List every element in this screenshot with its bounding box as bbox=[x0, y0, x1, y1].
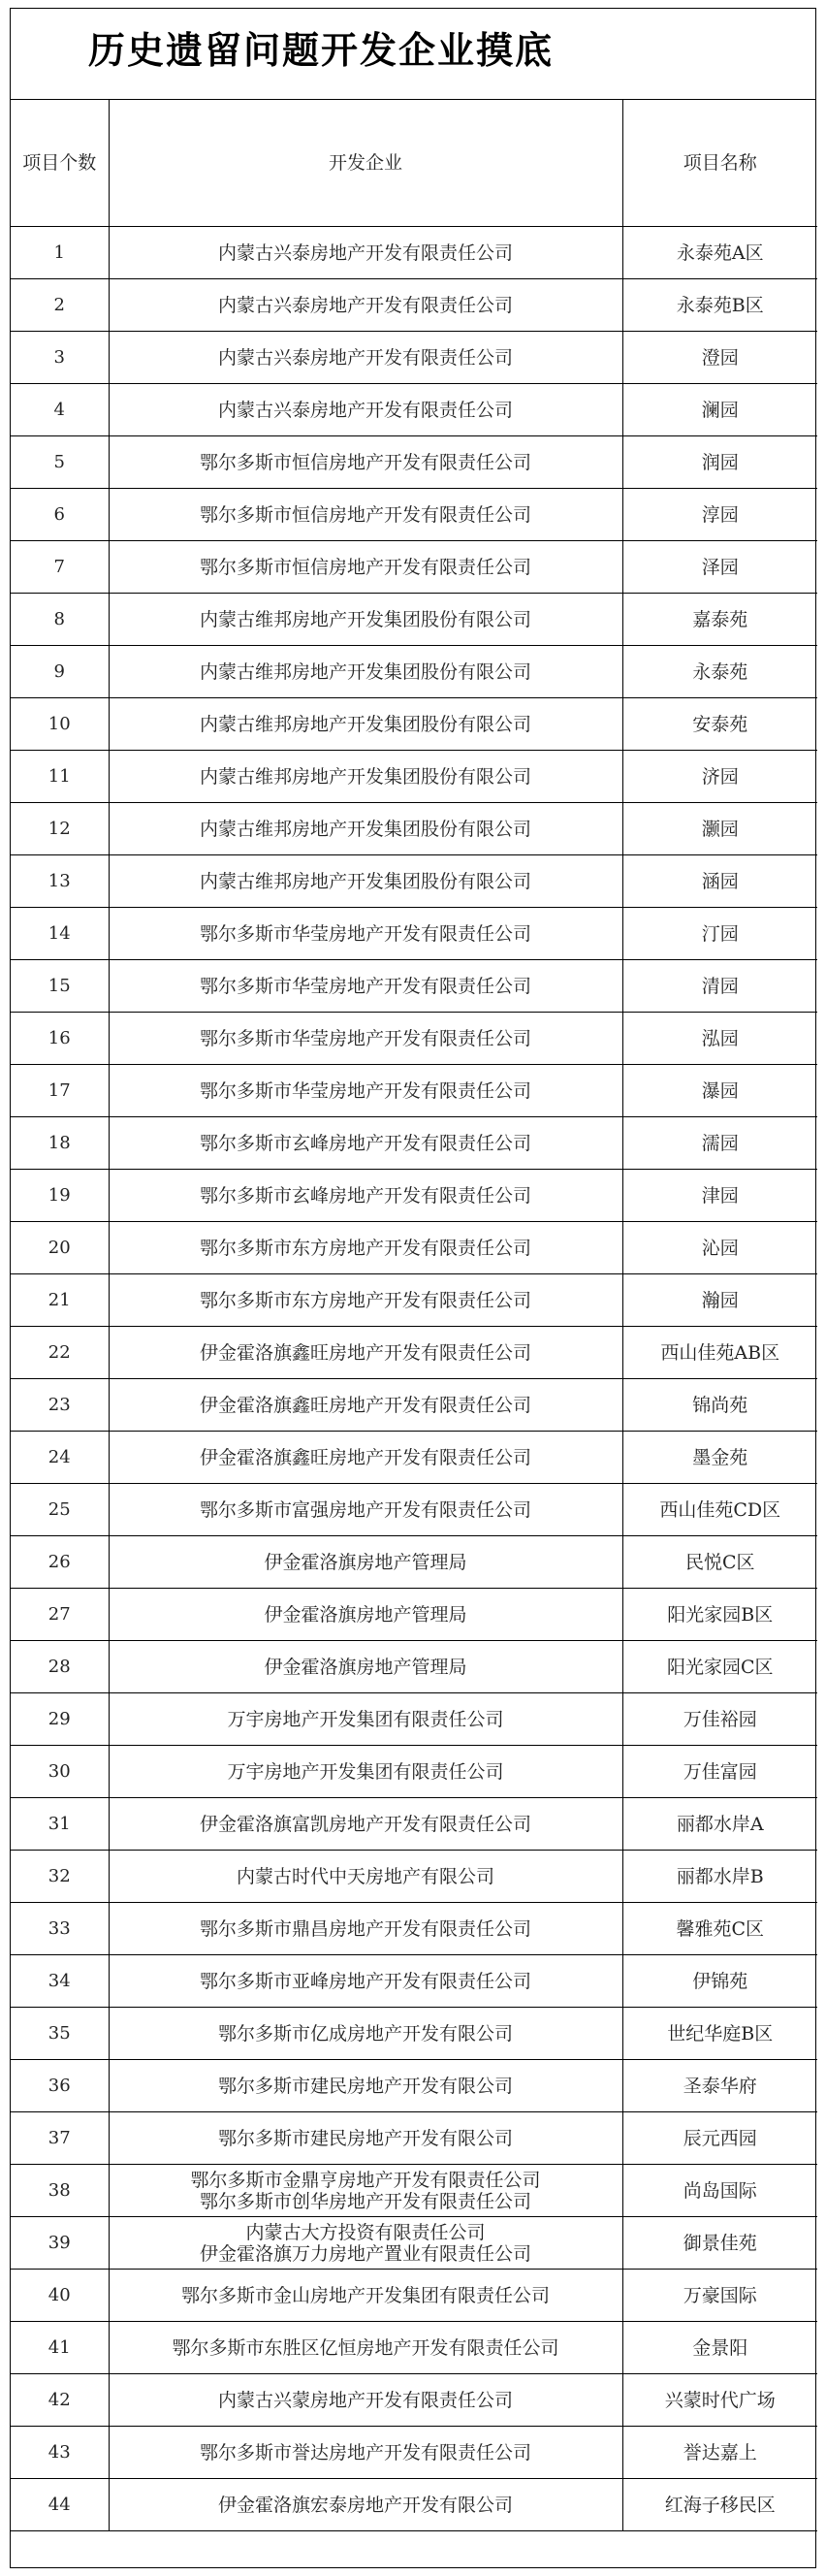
cell-company bbox=[109, 1693, 622, 1746]
company-name: 鄂尔多斯市东方房地产开发有限责任公司 bbox=[199, 1289, 531, 1311]
cell-project: 辰元西园 bbox=[622, 2112, 817, 2165]
cell-project: 西山佳苑CD区 bbox=[622, 1484, 817, 1536]
cell-company bbox=[109, 698, 622, 751]
table-row bbox=[11, 2165, 817, 2217]
company-name: 伊金霍洛旗鑫旺房地产开发有限责任公司 bbox=[199, 1394, 531, 1416]
company-name: 鄂尔多斯市金鼎亨房地产开发有限责任公司 bbox=[190, 2169, 541, 2191]
cell-index: 12 bbox=[11, 803, 109, 855]
table-row bbox=[11, 227, 817, 279]
company-name: 内蒙古维邦房地产开发集团股份有限公司 bbox=[199, 870, 531, 892]
cell-index: 42 bbox=[11, 2374, 109, 2427]
table-row bbox=[11, 1013, 817, 1065]
title-cell bbox=[11, 9, 815, 100]
table-row bbox=[11, 2008, 817, 2060]
table-row bbox=[11, 2479, 817, 2531]
table-row bbox=[11, 1693, 817, 1746]
company-name: 内蒙古兴蒙房地产开发有限责任公司 bbox=[217, 2389, 513, 2411]
cell-project: 墨金苑 bbox=[622, 1432, 817, 1484]
company-name: 内蒙古大方投资有限责任公司 bbox=[245, 2221, 486, 2243]
header-index: 项目个数 bbox=[11, 100, 109, 227]
company-name: 伊金霍洛旗富凯房地产开发有限责任公司 bbox=[199, 1813, 531, 1835]
company-name: 内蒙古兴泰房地产开发有限责任公司 bbox=[217, 346, 513, 369]
cell-company bbox=[109, 2008, 622, 2060]
cell-company bbox=[109, 332, 622, 384]
table-row bbox=[11, 541, 817, 594]
cell-company bbox=[109, 1065, 622, 1117]
cell-project: 清园 bbox=[622, 960, 817, 1013]
cell-index: 36 bbox=[11, 2060, 109, 2112]
cell-project: 瀑园 bbox=[622, 1065, 817, 1117]
company-name: 鄂尔多斯市恒信房地产开发有限责任公司 bbox=[199, 451, 531, 473]
cell-project: 永泰苑 bbox=[622, 646, 817, 698]
cell-index: 27 bbox=[11, 1589, 109, 1641]
cell-project: 永泰苑A区 bbox=[622, 227, 817, 279]
cell-company bbox=[109, 646, 622, 698]
cell-company bbox=[109, 227, 622, 279]
cell-project: 馨雅苑C区 bbox=[622, 1903, 817, 1955]
cell-company bbox=[109, 1589, 622, 1641]
cell-index: 29 bbox=[11, 1693, 109, 1746]
cell-project: 丽都水岸B bbox=[622, 1851, 817, 1903]
company-name: 鄂尔多斯市玄峰房地产开发有限责任公司 bbox=[199, 1184, 531, 1207]
table-row bbox=[11, 2322, 817, 2374]
company-name: 鄂尔多斯市恒信房地产开发有限责任公司 bbox=[199, 556, 531, 578]
cell-company bbox=[109, 1903, 622, 1955]
table-row bbox=[11, 1170, 817, 1222]
cell-index: 8 bbox=[11, 594, 109, 646]
cell-index: 3 bbox=[11, 332, 109, 384]
cell-index: 14 bbox=[11, 908, 109, 960]
cell-company bbox=[109, 908, 622, 960]
cell-index: 30 bbox=[11, 1746, 109, 1798]
cell-index: 31 bbox=[11, 1798, 109, 1851]
company-name: 鄂尔多斯市华莹房地产开发有限责任公司 bbox=[199, 1079, 531, 1102]
cell-project: 永泰苑B区 bbox=[622, 279, 817, 332]
cell-company bbox=[109, 1327, 622, 1379]
cell-project: 丽都水岸A bbox=[622, 1798, 817, 1851]
company-name: 鄂尔多斯市华莹房地产开发有限责任公司 bbox=[199, 975, 531, 997]
company-name: 鄂尔多斯市玄峰房地产开发有限责任公司 bbox=[199, 1132, 531, 1154]
cell-index: 22 bbox=[11, 1327, 109, 1379]
cell-index: 43 bbox=[11, 2427, 109, 2479]
table-row bbox=[11, 1222, 817, 1274]
company-name: 鄂尔多斯市东方房地产开发有限责任公司 bbox=[199, 1237, 531, 1259]
cell-project: 金景阳 bbox=[622, 2322, 817, 2374]
company-name: 鄂尔多斯市鼎昌房地产开发有限责任公司 bbox=[199, 1917, 531, 1940]
cell-company bbox=[109, 960, 622, 1013]
table-row bbox=[11, 594, 817, 646]
cell-index: 13 bbox=[11, 855, 109, 908]
cell-index: 34 bbox=[11, 1955, 109, 2008]
company-name: 伊金霍洛旗宏泰房地产开发有限公司 bbox=[217, 2494, 513, 2516]
cell-project: 淳园 bbox=[622, 489, 817, 541]
cell-company bbox=[109, 1274, 622, 1327]
cell-index: 1 bbox=[11, 227, 109, 279]
cell-index: 33 bbox=[11, 1903, 109, 1955]
company-name: 鄂尔多斯市华莹房地产开发有限责任公司 bbox=[199, 922, 531, 945]
table-row bbox=[11, 1327, 817, 1379]
cell-index: 5 bbox=[11, 436, 109, 489]
cell-company bbox=[109, 2165, 622, 2217]
company-name: 鄂尔多斯市建民房地产开发有限公司 bbox=[217, 2075, 513, 2097]
cell-company bbox=[109, 436, 622, 489]
cell-index: 28 bbox=[11, 1641, 109, 1693]
cell-index: 7 bbox=[11, 541, 109, 594]
cell-company bbox=[109, 384, 622, 436]
table-row bbox=[11, 332, 817, 384]
cell-index: 2 bbox=[11, 279, 109, 332]
page-title: 历史遗留问题开发企业摸底 bbox=[88, 29, 555, 72]
table-row bbox=[11, 646, 817, 698]
cell-project: 澄园 bbox=[622, 332, 817, 384]
table-row bbox=[11, 1536, 817, 1589]
cell-index: 26 bbox=[11, 1536, 109, 1589]
table-row bbox=[11, 2427, 817, 2479]
company-name: 万宇房地产开发集团有限责任公司 bbox=[227, 1760, 504, 1783]
table-row bbox=[11, 1798, 817, 1851]
cell-project: 万佳富园 bbox=[622, 1746, 817, 1798]
company-name: 内蒙古维邦房地产开发集团股份有限公司 bbox=[199, 818, 531, 840]
table-row bbox=[11, 2270, 817, 2322]
cell-project: 津园 bbox=[622, 1170, 817, 1222]
table-row bbox=[11, 698, 817, 751]
cell-company bbox=[109, 1117, 622, 1170]
table-row bbox=[11, 1641, 817, 1693]
cell-company bbox=[109, 2112, 622, 2165]
cell-index: 6 bbox=[11, 489, 109, 541]
company-name: 鄂尔多斯市东胜区亿恒房地产开发有限责任公司 bbox=[172, 2336, 559, 2359]
table-row bbox=[11, 1484, 817, 1536]
table-row bbox=[11, 279, 817, 332]
cell-project: 济园 bbox=[622, 751, 817, 803]
company-name: 伊金霍洛旗鑫旺房地产开发有限责任公司 bbox=[199, 1341, 531, 1364]
cell-company bbox=[109, 2217, 622, 2270]
cell-company bbox=[109, 1851, 622, 1903]
cell-index: 9 bbox=[11, 646, 109, 698]
table-row bbox=[11, 803, 817, 855]
document-sheet bbox=[10, 8, 816, 2568]
cell-project: 民悦C区 bbox=[622, 1536, 817, 1589]
header-project: 项目名称 bbox=[622, 100, 817, 227]
cell-project: 澜园 bbox=[622, 384, 817, 436]
company-name: 伊金霍洛旗房地产管理局 bbox=[264, 1551, 467, 1573]
company-name: 鄂尔多斯市金山房地产开发集团有限责任公司 bbox=[180, 2284, 550, 2306]
cell-company bbox=[109, 2427, 622, 2479]
company-name: 万宇房地产开发集团有限责任公司 bbox=[227, 1708, 504, 1730]
cell-project: 誉达嘉上 bbox=[622, 2427, 817, 2479]
cell-index: 25 bbox=[11, 1484, 109, 1536]
table-row bbox=[11, 1274, 817, 1327]
cell-project: 泓园 bbox=[622, 1013, 817, 1065]
cell-project: 伊锦苑 bbox=[622, 1955, 817, 2008]
cell-project: 阳光家园B区 bbox=[622, 1589, 817, 1641]
company-name: 鄂尔多斯市恒信房地产开发有限责任公司 bbox=[199, 503, 531, 526]
table-row bbox=[11, 1746, 817, 1798]
table-body bbox=[11, 100, 817, 2531]
table-row bbox=[11, 751, 817, 803]
cell-company bbox=[109, 1379, 622, 1432]
cell-index: 39 bbox=[11, 2217, 109, 2270]
cell-company bbox=[109, 1641, 622, 1693]
cell-company bbox=[109, 751, 622, 803]
table-row bbox=[11, 2374, 817, 2427]
cell-company bbox=[109, 2322, 622, 2374]
cell-company bbox=[109, 2060, 622, 2112]
company-name: 内蒙古时代中天房地产有限公司 bbox=[236, 1865, 494, 1887]
company-name: 鄂尔多斯市富强房地产开发有限责任公司 bbox=[199, 1498, 531, 1521]
company-name: 内蒙古维邦房地产开发集团股份有限公司 bbox=[199, 608, 531, 630]
cell-company bbox=[109, 279, 622, 332]
cell-company bbox=[109, 2270, 622, 2322]
company-name: 鄂尔多斯市建民房地产开发有限公司 bbox=[217, 2127, 513, 2149]
cell-index: 4 bbox=[11, 384, 109, 436]
company-name: 内蒙古维邦房地产开发集团股份有限公司 bbox=[199, 765, 531, 788]
cell-project: 汀园 bbox=[622, 908, 817, 960]
developer-table bbox=[11, 100, 817, 2531]
cell-company bbox=[109, 541, 622, 594]
table-row bbox=[11, 2112, 817, 2165]
table-row bbox=[11, 2217, 817, 2270]
cell-company bbox=[109, 1013, 622, 1065]
company-name: 内蒙古兴泰房地产开发有限责任公司 bbox=[217, 399, 513, 421]
cell-index: 44 bbox=[11, 2479, 109, 2531]
company-name: 鄂尔多斯市亿成房地产开发有限公司 bbox=[217, 2022, 513, 2045]
cell-project: 万佳裕园 bbox=[622, 1693, 817, 1746]
company-name: 鄂尔多斯市华莹房地产开发有限责任公司 bbox=[199, 1027, 531, 1049]
cell-index: 23 bbox=[11, 1379, 109, 1432]
cell-index: 41 bbox=[11, 2322, 109, 2374]
cell-company bbox=[109, 803, 622, 855]
table-row bbox=[11, 1589, 817, 1641]
table-row bbox=[11, 1851, 817, 1903]
cell-company bbox=[109, 1746, 622, 1798]
cell-index: 37 bbox=[11, 2112, 109, 2165]
cell-index: 35 bbox=[11, 2008, 109, 2060]
cell-project: 万豪国际 bbox=[622, 2270, 817, 2322]
cell-company bbox=[109, 1170, 622, 1222]
table-row bbox=[11, 1379, 817, 1432]
cell-company bbox=[109, 1955, 622, 2008]
table-row bbox=[11, 436, 817, 489]
cell-project: 濡园 bbox=[622, 1117, 817, 1170]
company-name: 鄂尔多斯市亚峰房地产开发有限责任公司 bbox=[199, 1970, 531, 1992]
table-row bbox=[11, 1955, 817, 2008]
company-name: 内蒙古维邦房地产开发集团股份有限公司 bbox=[199, 713, 531, 735]
cell-index: 10 bbox=[11, 698, 109, 751]
company-name: 鄂尔多斯市创华房地产开发有限责任公司 bbox=[199, 2190, 531, 2212]
table-header-row bbox=[11, 100, 817, 227]
cell-project: 涵园 bbox=[622, 855, 817, 908]
cell-company bbox=[109, 855, 622, 908]
cell-project: 润园 bbox=[622, 436, 817, 489]
company-name: 内蒙古兴泰房地产开发有限责任公司 bbox=[217, 294, 513, 316]
table-row bbox=[11, 1117, 817, 1170]
table-row bbox=[11, 489, 817, 541]
company-name: 伊金霍洛旗房地产管理局 bbox=[264, 1603, 467, 1626]
cell-project: 西山佳苑AB区 bbox=[622, 1327, 817, 1379]
cell-company bbox=[109, 1798, 622, 1851]
table-row bbox=[11, 2060, 817, 2112]
cell-company bbox=[109, 1432, 622, 1484]
company-name: 伊金霍洛旗万力房地产置业有限责任公司 bbox=[199, 2242, 531, 2265]
cell-company bbox=[109, 2374, 622, 2427]
cell-index: 11 bbox=[11, 751, 109, 803]
cell-project: 沁园 bbox=[622, 1222, 817, 1274]
cell-index: 38 bbox=[11, 2165, 109, 2217]
cell-project: 兴蒙时代广场 bbox=[622, 2374, 817, 2427]
cell-project: 安泰苑 bbox=[622, 698, 817, 751]
cell-index: 16 bbox=[11, 1013, 109, 1065]
company-name: 内蒙古兴泰房地产开发有限责任公司 bbox=[217, 242, 513, 264]
cell-project: 嘉泰苑 bbox=[622, 594, 817, 646]
cell-project: 圣泰华府 bbox=[622, 2060, 817, 2112]
cell-index: 17 bbox=[11, 1065, 109, 1117]
table-row bbox=[11, 960, 817, 1013]
cell-index: 24 bbox=[11, 1432, 109, 1484]
cell-index: 32 bbox=[11, 1851, 109, 1903]
cell-company bbox=[109, 2479, 622, 2531]
cell-project: 瀚园 bbox=[622, 1274, 817, 1327]
cell-project: 世纪华庭B区 bbox=[622, 2008, 817, 2060]
cell-index: 19 bbox=[11, 1170, 109, 1222]
table-row bbox=[11, 855, 817, 908]
table-row bbox=[11, 1432, 817, 1484]
cell-company bbox=[109, 1484, 622, 1536]
cell-index: 18 bbox=[11, 1117, 109, 1170]
cell-company bbox=[109, 1222, 622, 1274]
cell-project: 锦尚苑 bbox=[622, 1379, 817, 1432]
cell-index: 21 bbox=[11, 1274, 109, 1327]
header-company: 开发企业 bbox=[109, 100, 622, 227]
cell-company bbox=[109, 489, 622, 541]
table-row bbox=[11, 908, 817, 960]
company-name: 内蒙古维邦房地产开发集团股份有限公司 bbox=[199, 660, 531, 683]
cell-company bbox=[109, 1536, 622, 1589]
table-row bbox=[11, 1065, 817, 1117]
cell-project: 阳光家园C区 bbox=[622, 1641, 817, 1693]
company-name: 鄂尔多斯市誉达房地产开发有限责任公司 bbox=[199, 2441, 531, 2463]
cell-project: 红海子移民区 bbox=[622, 2479, 817, 2531]
cell-project: 尚岛国际 bbox=[622, 2165, 817, 2217]
cell-index: 15 bbox=[11, 960, 109, 1013]
cell-project: 泽园 bbox=[622, 541, 817, 594]
cell-company bbox=[109, 594, 622, 646]
cell-project: 御景佳苑 bbox=[622, 2217, 817, 2270]
cell-project: 灏园 bbox=[622, 803, 817, 855]
table-row bbox=[11, 384, 817, 436]
company-name: 伊金霍洛旗房地产管理局 bbox=[264, 1656, 467, 1678]
cell-index: 40 bbox=[11, 2270, 109, 2322]
cell-index: 20 bbox=[11, 1222, 109, 1274]
company-name: 伊金霍洛旗鑫旺房地产开发有限责任公司 bbox=[199, 1446, 531, 1468]
table-row bbox=[11, 1903, 817, 1955]
